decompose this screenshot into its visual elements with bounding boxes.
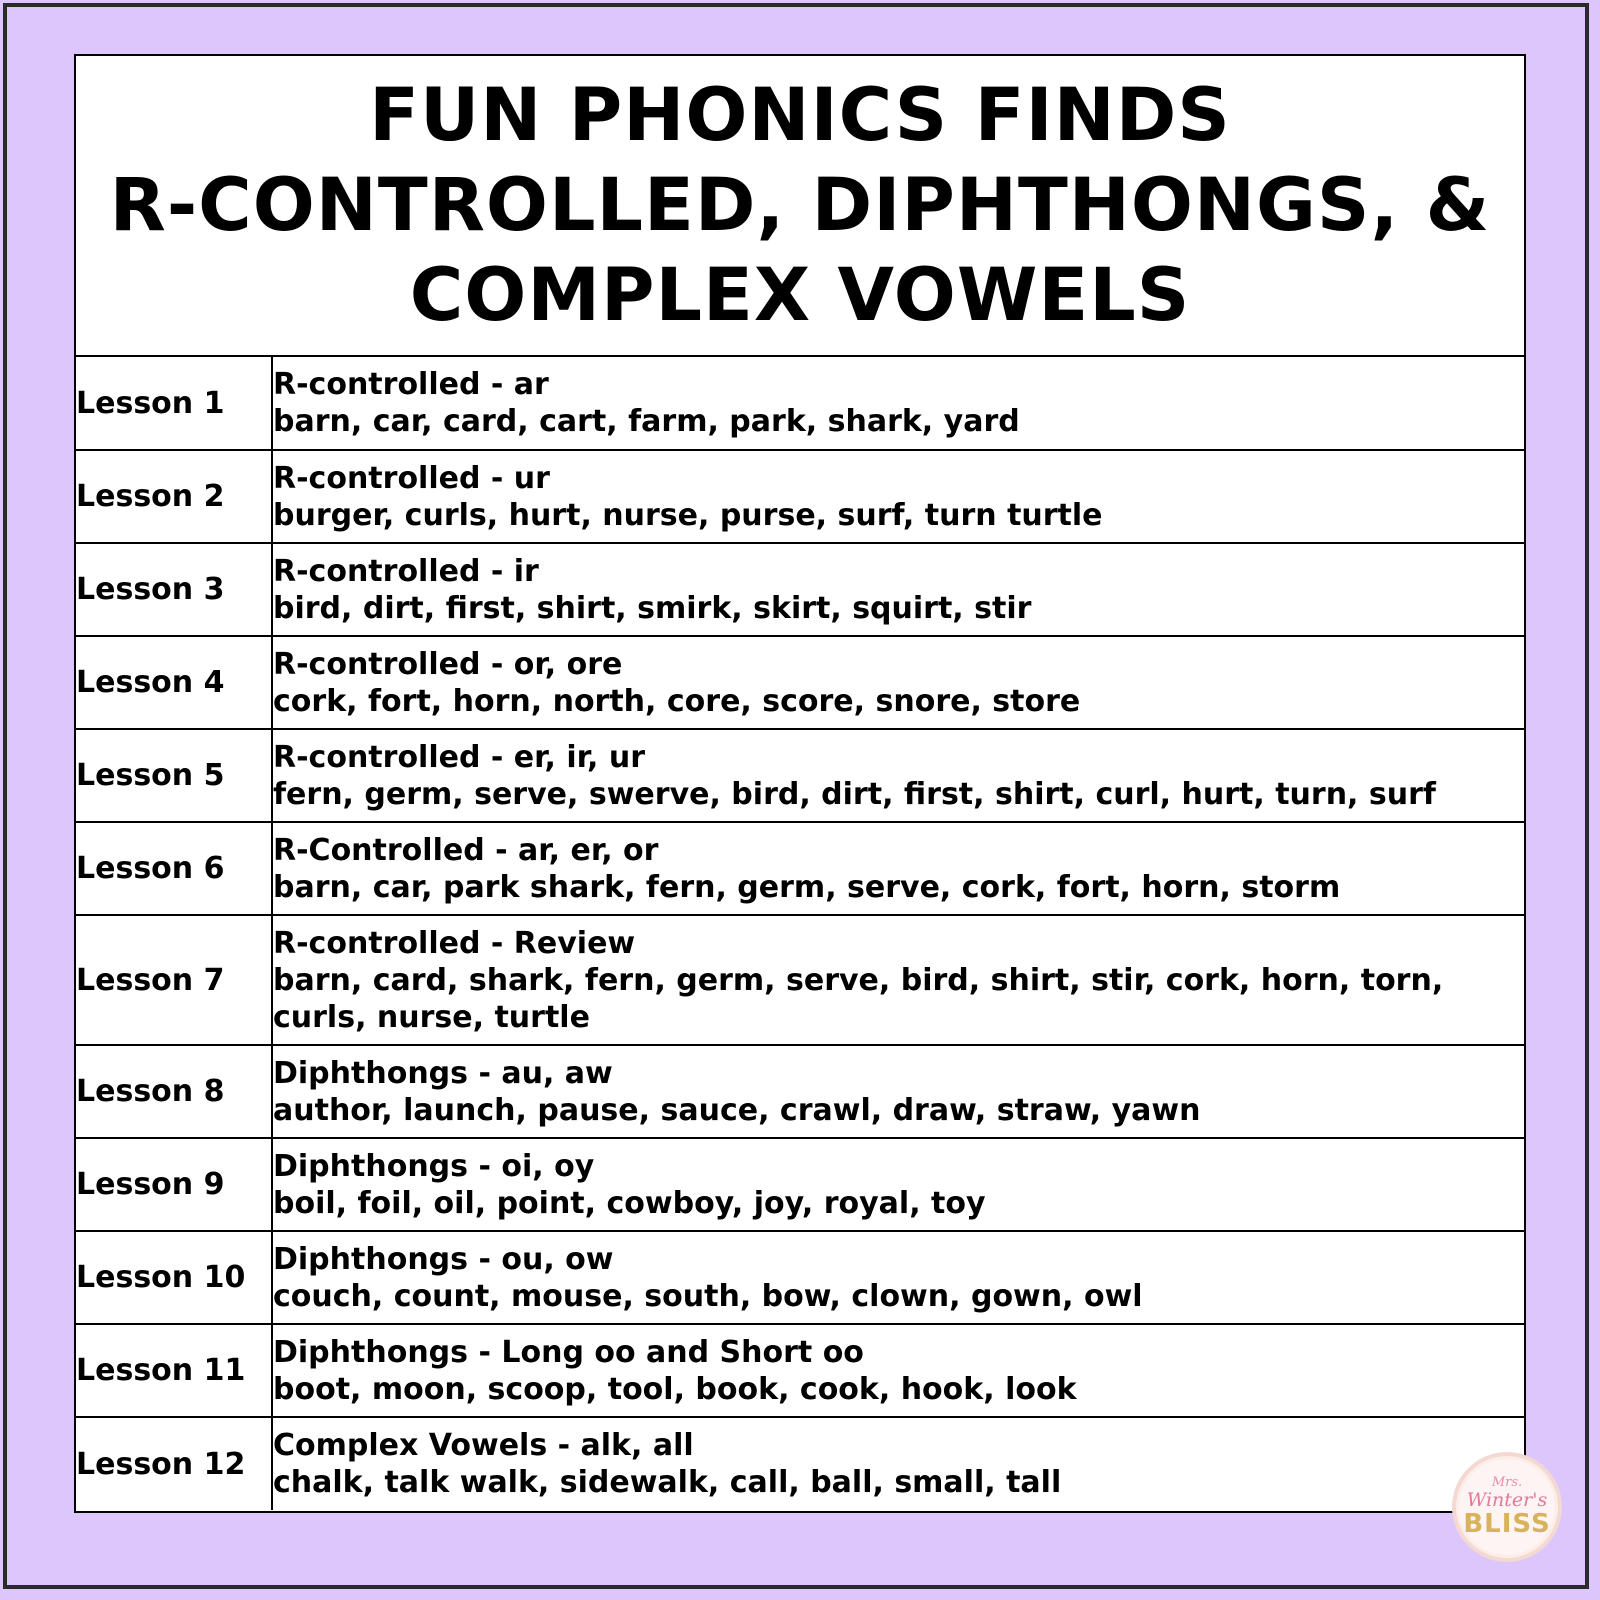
table-row	[76, 1138, 1524, 1231]
table-row	[76, 1231, 1524, 1324]
lesson-sheet	[74, 54, 1526, 1513]
lesson-content	[272, 1417, 1524, 1510]
table-row	[76, 729, 1524, 822]
lesson-topic: Diphthongs - oi, oy	[273, 1148, 595, 1184]
table-row	[76, 1045, 1524, 1138]
table-row	[76, 1417, 1524, 1510]
lesson-label: Lesson 12	[76, 1417, 272, 1510]
lesson-label: Lesson 4	[76, 636, 272, 729]
logo-text-bliss: BLISS	[1463, 1509, 1551, 1539]
lesson-label: Lesson 3	[76, 543, 272, 636]
title-line-3: COMPLEX VOWELS	[409, 252, 1191, 338]
lesson-words: boil, foil, oil, point, cowboy, joy, royal, toy	[273, 1185, 986, 1221]
lesson-content	[272, 822, 1524, 915]
lesson-content	[272, 543, 1524, 636]
lesson-words: barn, car, card, cart, farm, park, shark, yard	[273, 404, 1020, 439]
lesson-topic: R-Controlled - ar, er, or	[273, 832, 659, 868]
lesson-topic: R-controlled - er, ir, ur	[273, 739, 646, 775]
lesson-label: Lesson 7	[76, 915, 272, 1045]
lesson-content	[272, 729, 1524, 822]
table-row	[76, 543, 1524, 636]
lesson-content	[272, 1231, 1524, 1324]
table-row	[76, 450, 1524, 543]
brand-logo	[1452, 1452, 1562, 1562]
logo-text-winters: Winter's	[1466, 1489, 1548, 1511]
lesson-label: Lesson 11	[76, 1324, 272, 1417]
title-line-2: R-CONTROLLED, DIPHTHONGS, &	[109, 162, 1491, 248]
lesson-words: barn, car, park shark, fern, germ, serve, cork, fort, horn, storm	[273, 869, 1341, 905]
lesson-topic: Diphthongs - ou, ow	[273, 1241, 614, 1277]
lesson-topic: R-controlled - ir	[273, 553, 539, 589]
lesson-words: author, launch, pause, sauce, crawl, draw, straw, yawn	[273, 1092, 1201, 1128]
lesson-words: barn, card, shark, fern, germ, serve, bird, shirt, stir, cork, horn, torn, curls, nurse, turtle	[273, 962, 1444, 1035]
lesson-label: Lesson 5	[76, 729, 272, 822]
lesson-content	[272, 1045, 1524, 1138]
lesson-topic: R-controlled - or, ore	[273, 646, 623, 682]
lesson-label: Lesson 6	[76, 822, 272, 915]
lesson-words: fern, germ, serve, swerve, bird, dirt, first, shirt, curl, hurt, turn, surf	[273, 776, 1436, 812]
lesson-topic: Complex Vowels - alk, all	[273, 1428, 694, 1463]
lesson-topic: Diphthongs - Long oo and Short oo	[273, 1334, 864, 1370]
lesson-content	[272, 915, 1524, 1045]
title-block	[76, 56, 1524, 357]
lesson-content	[272, 450, 1524, 543]
lesson-words: couch, count, mouse, south, bow, clown, gown, owl	[273, 1278, 1143, 1314]
lesson-words: burger, curls, hurt, nurse, purse, surf, turn turtle	[273, 497, 1103, 533]
lesson-label: Lesson 8	[76, 1045, 272, 1138]
table-row	[76, 915, 1524, 1045]
lesson-topic: R-controlled - Review	[273, 925, 636, 961]
table-row	[76, 357, 1524, 450]
lesson-label: Lesson 2	[76, 450, 272, 543]
lesson-topic: R-controlled - ar	[273, 367, 549, 402]
table-row	[76, 1324, 1524, 1417]
table-row	[76, 636, 1524, 729]
lesson-words: bird, dirt, first, shirt, smirk, skirt, squirt, stir	[273, 590, 1032, 626]
lesson-content	[272, 1324, 1524, 1417]
lesson-words: cork, fort, horn, north, core, score, snore, store	[273, 683, 1081, 719]
lesson-words: chalk, talk walk, sidewalk, call, ball, small, tall	[273, 1465, 1062, 1500]
lesson-content	[272, 357, 1524, 450]
lesson-content	[272, 636, 1524, 729]
lessons-table	[76, 357, 1524, 1510]
table-row	[76, 822, 1524, 915]
logo-text-mrs: Mrs.	[1491, 1475, 1523, 1490]
lesson-label: Lesson 10	[76, 1231, 272, 1324]
title-line-1: FUN PHONICS FINDS	[369, 72, 1231, 158]
lesson-label: Lesson 9	[76, 1138, 272, 1231]
lesson-label: Lesson 1	[76, 357, 272, 450]
lesson-topic: R-controlled - ur	[273, 460, 550, 496]
lesson-topic: Diphthongs - au, aw	[273, 1055, 613, 1091]
lesson-words: boot, moon, scoop, tool, book, cook, hook, look	[273, 1371, 1077, 1407]
lesson-content	[272, 1138, 1524, 1231]
